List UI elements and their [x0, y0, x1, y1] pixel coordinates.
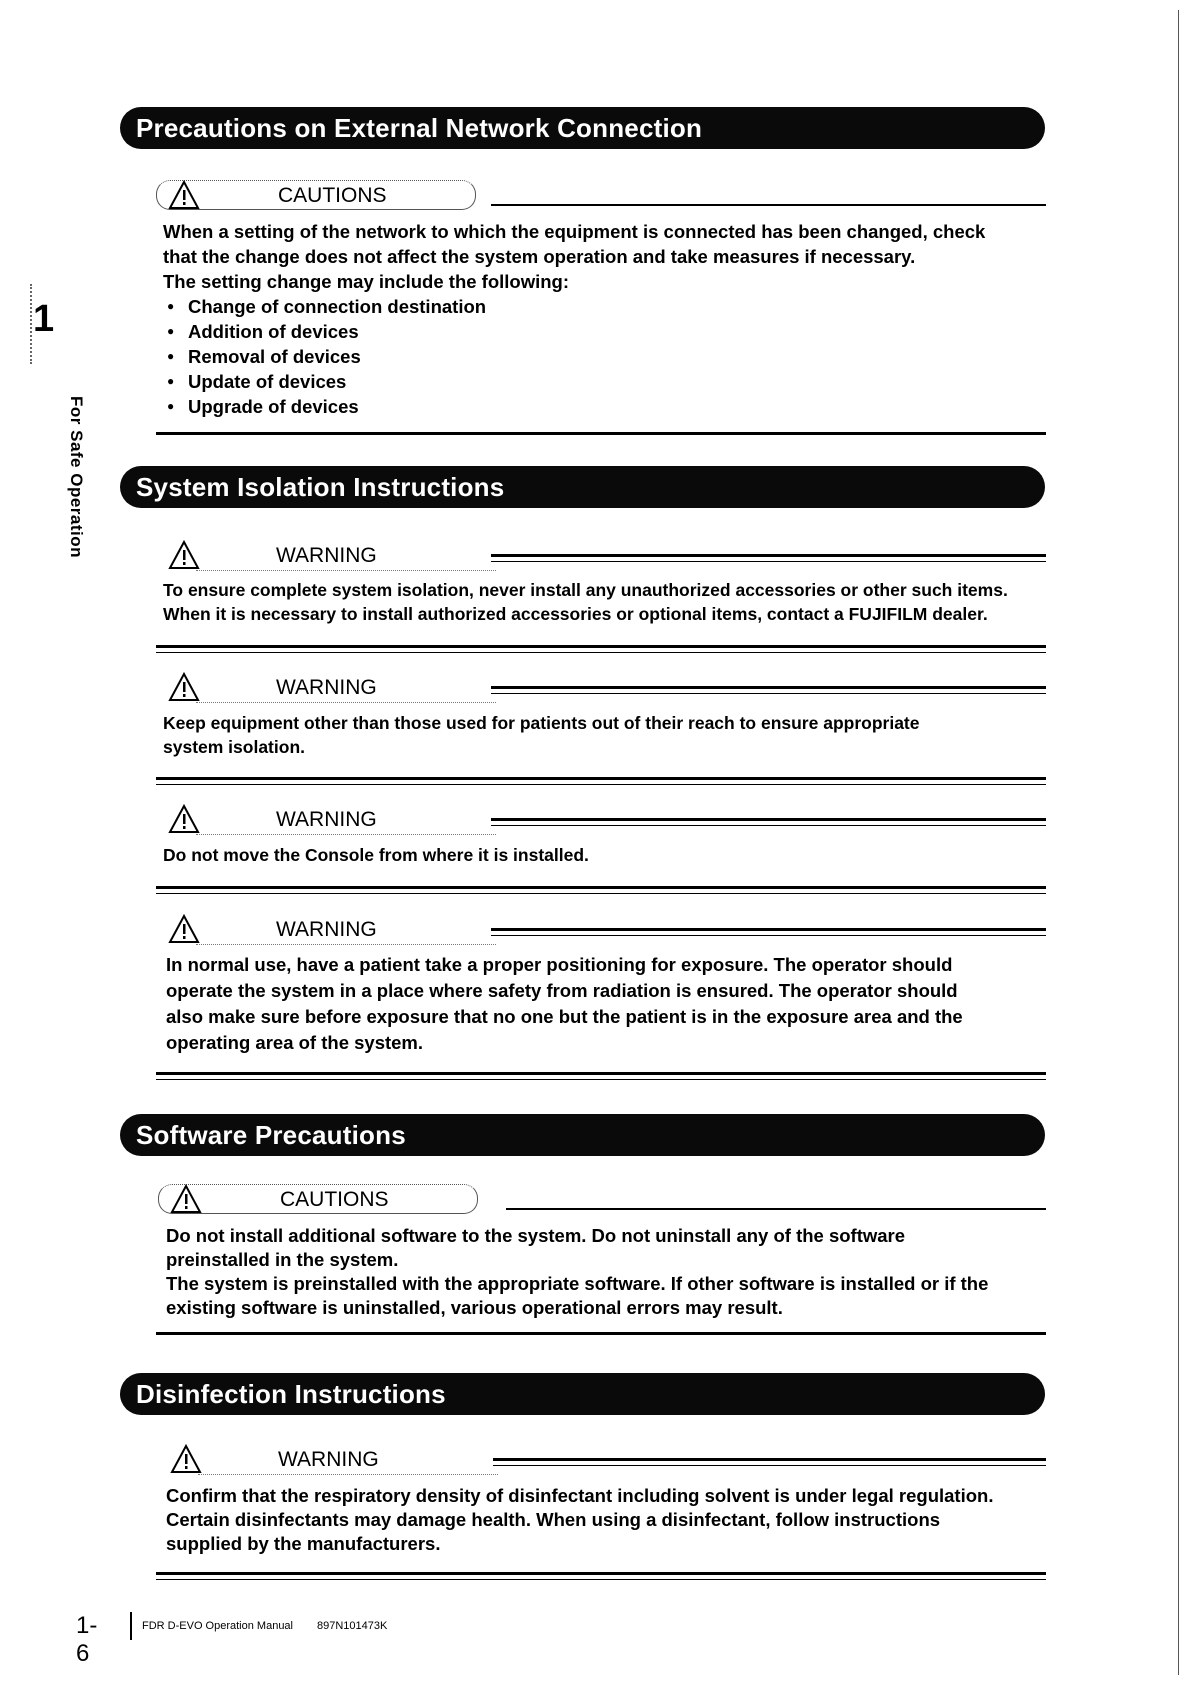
warning-end-rule — [156, 1072, 1046, 1075]
warning-label: WARNING — [278, 1448, 379, 1471]
warning-header — [156, 672, 1046, 706]
warning-triangle-icon — [170, 1444, 202, 1474]
caution-triangle-icon — [168, 180, 200, 210]
body-line: Do not move the Console from where it is installed. — [163, 845, 589, 865]
cautions-header — [156, 180, 1046, 214]
body-line: Confirm that the respiratory density of disinfectant including solvent is under legal regulation. — [166, 1485, 994, 1506]
body-line: When a setting of the network to which the equipment is connected has been changed, check — [163, 221, 986, 242]
body-line: operate the system in a place where safety from radiation is ensured. The operator should — [166, 980, 958, 1001]
warning-label: WARNING — [276, 808, 377, 831]
body-line: system isolation. — [163, 737, 305, 757]
header-rule-thin — [493, 1465, 1046, 1466]
body-line: operating area of the system. — [166, 1032, 424, 1053]
section-banner-disinfection: Disinfection Instructions — [120, 1373, 1045, 1415]
header-rule — [491, 554, 1046, 557]
body-line: The setting change may include the following: — [163, 271, 570, 292]
footer-separator — [130, 1612, 132, 1640]
warning-header — [156, 540, 1046, 574]
body-line: Do not install additional software to the system. Do not uninstall any of the software — [166, 1225, 906, 1246]
list-item: ● Change of connection destination — [163, 294, 1043, 319]
body-line: also make sure before exposure that no one but the patient is in the exposure area and the — [166, 1006, 963, 1027]
header-dotted-rule — [196, 944, 496, 945]
body-line: To ensure complete system isolation, never install any unauthorized accessories or other such items. — [163, 580, 1008, 600]
warning-body — [166, 1484, 1046, 1556]
header-rule — [493, 1458, 1046, 1461]
section-end-rule — [156, 432, 1046, 435]
body-line: preinstalled in the system. — [166, 1249, 399, 1270]
cautions-header — [158, 1184, 1048, 1218]
header-rule-thin — [491, 825, 1046, 826]
chapter-side-title: For Safe Operation — [67, 396, 86, 559]
warning-header — [156, 804, 1046, 838]
warning-end-rule — [156, 645, 1046, 648]
list-item: ● Upgrade of devices — [163, 394, 1043, 419]
page-edge-rule — [1178, 10, 1179, 1675]
manual-title: FDR D-EVO Operation Manual — [142, 1620, 293, 1632]
section-end-rule — [156, 1332, 1046, 1335]
section-banner-software: Software Precautions — [120, 1114, 1045, 1156]
section-banner-network: Precautions on External Network Connection — [120, 107, 1045, 149]
setting-change-list — [163, 294, 1043, 419]
header-rule — [491, 686, 1046, 689]
caution-triangle-icon — [170, 1184, 202, 1214]
body-line: In normal use, have a patient take a proper positioning for exposure. The operator should — [166, 954, 953, 975]
body-line: Certain disinfectants may damage health. When using a disinfectant, follow instructions — [166, 1509, 941, 1530]
body-line: When it is necessary to install authorized accessories or optional items, contact a FUJIFILM dealer. — [163, 604, 988, 624]
body-line: Keep equipment other than those used for patients out of their reach to ensure appropriate — [163, 713, 920, 733]
header-rule-thin — [491, 693, 1046, 694]
warning-end-rule — [156, 886, 1046, 889]
header-dotted-rule — [196, 702, 496, 703]
cautions-label: CAUTIONS — [280, 1188, 389, 1211]
header-rule — [491, 928, 1046, 931]
warning-triangle-icon — [168, 804, 200, 834]
body-line: that the change does not affect the system operation and take measures if necessary. — [163, 246, 916, 267]
software-caution-body — [166, 1224, 1046, 1320]
warning-body — [163, 711, 1043, 759]
warning-triangle-icon — [168, 672, 200, 702]
warning-triangle-icon — [168, 540, 200, 570]
body-line: The system is preinstalled with the appropriate software. If other software is installed or if the — [166, 1273, 989, 1294]
warning-label: WARNING — [276, 544, 377, 567]
warning-body — [166, 952, 1046, 1056]
header-dotted-rule — [198, 1474, 498, 1475]
warning-end-rule — [156, 1572, 1046, 1575]
warning-end-rule — [156, 777, 1046, 780]
header-rule — [491, 818, 1046, 821]
header-dotted-rule — [196, 570, 496, 571]
warning-triangle-icon — [168, 914, 200, 944]
warning-header — [156, 914, 1046, 948]
header-rule — [506, 1208, 1046, 1210]
section-banner-isolation: System Isolation Instructions — [120, 466, 1045, 508]
header-rule-thin — [491, 935, 1046, 936]
network-caution-body — [163, 219, 1043, 419]
document-code: 897N101473K — [317, 1620, 388, 1632]
warning-label: WARNING — [276, 676, 377, 699]
header-rule — [491, 204, 1046, 206]
warning-body — [163, 578, 1043, 626]
page-number: 1-6 — [76, 1612, 98, 1667]
warning-header — [158, 1444, 1048, 1478]
list-item: ● Addition of devices — [163, 319, 1043, 344]
header-rule-thin — [491, 561, 1046, 562]
list-item: ● Update of devices — [163, 369, 1043, 394]
list-item: ● Removal of devices — [163, 344, 1043, 369]
cautions-label: CAUTIONS — [278, 184, 387, 207]
header-dotted-rule — [196, 834, 496, 835]
chapter-number: 1 — [33, 298, 55, 340]
body-line: supplied by the manufacturers. — [166, 1533, 441, 1554]
warning-body — [163, 843, 1043, 867]
body-line: existing software is uninstalled, various operational errors may result. — [166, 1297, 783, 1318]
warning-label: WARNING — [276, 918, 377, 941]
